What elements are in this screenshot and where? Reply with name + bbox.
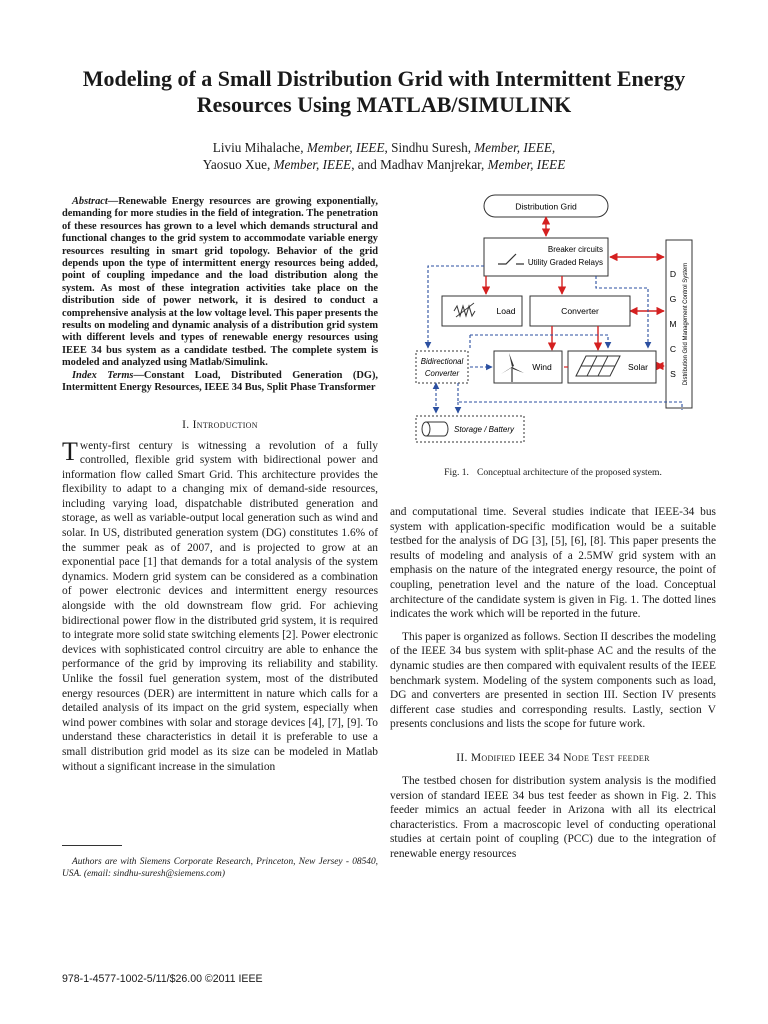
author-affiliation: Member, IEEE xyxy=(487,157,566,172)
intro-paragraph xyxy=(62,436,378,775)
breaker-label-line1: Breaker circuits xyxy=(547,245,603,254)
testbed-paragraph: The testbed chosen for distribution system analysis is the modified version of standard IEEE 34 bus test feeder as shown in Fig. 2. This feeder mimics an actual feeder in Arizona with all its electrical characteristics. From a macroscopic level of conducting operational studies at certain point of coupling (PCC) due to the integration of renewable energy resources xyxy=(390,774,716,860)
author-affiliation: Member, IEEE xyxy=(306,140,385,155)
index-terms-label: Index Terms xyxy=(72,369,134,381)
dgmcs-storage-dashed-line xyxy=(458,383,682,410)
author-name: , and Madhav Manjrekar, xyxy=(351,157,488,172)
load-node xyxy=(442,296,522,326)
author-footnote: Authors are with Siemens Corporate Research, Princeton, New Jersey - 08540, USA. (email: sindhu-suresh@siemens.com) xyxy=(62,857,378,879)
figure-1-caption-text: Conceptual architecture of the proposed system. xyxy=(476,467,662,478)
index-terms xyxy=(62,370,378,395)
dgmcs-letter: G xyxy=(669,294,677,304)
organization-paragraph: This paper is organized as follows. Section II describes the modeling of the IEEE 34 bus system with split-phase AC and the results of the dynamic studies are then compared with equivalent results of the IEEE benchmark system. Modeling of the system components such as load, DG and converters are presented in section III. Section IV presents different case studies and corresponding results. Lastly, section V presents conclusions and lists the scope for future work. xyxy=(390,630,716,731)
storage-battery-node xyxy=(416,416,524,442)
abstract-text: —Renewable Energy resources are growing exponentially, demanding for more studies in the field of integration. The penetration of these resources has grown to a level which demands structural and functional changes to the grid system to accommodate variable energy resources resulting in smart grid topology. Behavior of the grid depends upon the type of intermittent energy resources being added, point of coupling impedance and the load distribution along the system. As most of these integration activities take place on the distribution side of power network, it is desired to conduct a comprehensive analysis at the low voltage level. This paper presents the results on modeling and dynamic analysis of a distribution grid system with different levels and types of renewable energy resources using IEEE 34 bus system as a candidate testbed. The complete system is modeled and analyzed using Matlab/Simulink. xyxy=(62,196,378,369)
author-name: Liviu Mihalache, xyxy=(212,140,307,155)
dgmcs-letter: M xyxy=(669,319,677,329)
author-name: Yaosuo Xue, xyxy=(202,157,274,172)
solar-label: Solar xyxy=(627,362,649,372)
author-affiliation: Member, IEEE xyxy=(273,157,352,172)
bidirectional-label-line1: Bidirectional xyxy=(420,357,464,366)
author-affiliation: Member, IEEE, xyxy=(474,140,556,155)
wind-node xyxy=(494,351,562,383)
author-name: , Sindhu Suresh, xyxy=(384,140,475,155)
converter-node xyxy=(530,296,630,326)
storage-label: Storage / Battery xyxy=(453,425,515,434)
section-heading-modified-ieee-34: II. Modified IEEE 34 Node Test feeder xyxy=(456,751,650,764)
paper-title: Modeling of a Small Distribution Grid with Intermittent Energy Resources Using MATLAB/SIMULINK xyxy=(82,66,686,117)
author-list xyxy=(40,139,728,173)
abstract-label: Abstract xyxy=(72,196,108,207)
abstract xyxy=(62,196,378,370)
distribution-grid-node xyxy=(484,195,608,217)
dgmcs-letter: D xyxy=(669,269,677,279)
wind-label: Wind xyxy=(532,362,552,372)
dgmcs-letter: C xyxy=(669,344,677,354)
right-column xyxy=(390,505,716,861)
author-line-1 xyxy=(40,139,728,156)
intro-paragraph-continued: and computational time. Several studies indicate that IEEE-34 bus system with application-specific modification would be a suitable testbed for the analysis of DG [3], [5], [6], [8]. This paper presents the results of modeling and analysis of a 2.5MW grid system with an emphasis on the nature of the integrated energy resource, the point of coupling, penetration level and the nature of the load. Conceptual architecture of the candidate system is given in Fig. 1. The dotted lines indicates the work which will be reported in the future. xyxy=(390,506,716,621)
future-work-connections xyxy=(428,266,682,413)
bidirectional-to-solar-dashed-arrow xyxy=(470,335,608,348)
dgmcs-vertical-label: Distribution Grid Management Control System xyxy=(683,262,689,386)
bidirectional-converter-node xyxy=(416,351,468,383)
author-line-2 xyxy=(40,156,728,173)
section-heading-introduction: I. Introduction xyxy=(182,418,258,431)
copyright-notice: 978-1-4577-1002-5/11/$26.00 ©2011 IEEE xyxy=(62,973,263,985)
load-label: Load xyxy=(496,306,516,316)
figure-1-caption-label: Fig. 1. xyxy=(444,467,469,478)
breaker-label-line2: Utility Graded Relays xyxy=(527,258,603,267)
solar-node xyxy=(568,351,656,383)
bidirectional-label-line2: Converter xyxy=(424,369,460,378)
dgmcs-node xyxy=(666,240,692,408)
left-column xyxy=(62,196,378,774)
footnote-divider xyxy=(62,845,122,846)
index-terms-text: —Constant Load, Distributed Generation (DG), Intermittent Energy Resources, IEEE 34 Bus, Split Phase Transformer xyxy=(62,369,378,394)
intro-paragraph-text: wenty-first century is witnessing a revolution of a fully controlled, flexible grid system with bidirectional power and information flow called Smart Grid. This architecture provides the flexibility to adapt to a changing mix of demand-side resources, including varying load, dispatchable distributed generation and storage, as well as variable-output local generation such as wind and solar. In US, distributed generation system (DG) constitutes 1.6% of the summer peak as of 2007, and is projected to grow at an exponential pace [1] that demands for a total analysis of the system dynamics. Modern grid system can be considered as a combination of power electronic devices and intermittent energy resources alongside with the old downstream flow grid. For achieving bidirectional power flow in the distributed grid system, it is required to integrate more solid state switching elements [2]. Power electronic devices with sophisticated control circuitry are able to enhance the performance of the grid by improving its reliability and stability. Unlike the fossil fuel generation system, most of the distributed energy resources (DER) are intermittent in nature which calls for a detailed analysis of its impact on the grid system, especially when wind power combines with solar and storage devices [4], [7], [9]. To understand these characteristics in detail it is preferable to use a small distribution grid model as its size can be modeled in Matlab without a significant increase in the simulation xyxy=(62,439,378,773)
distribution-grid-label: Distribution Grid xyxy=(515,201,577,212)
drop-cap: T xyxy=(62,436,78,466)
dgmcs-letter: S xyxy=(670,369,676,379)
breaker-circuits-node xyxy=(484,238,608,276)
converter-label: Converter xyxy=(561,306,599,316)
figure-1-architecture-diagram xyxy=(398,190,710,450)
figure-1-caption xyxy=(390,467,716,478)
